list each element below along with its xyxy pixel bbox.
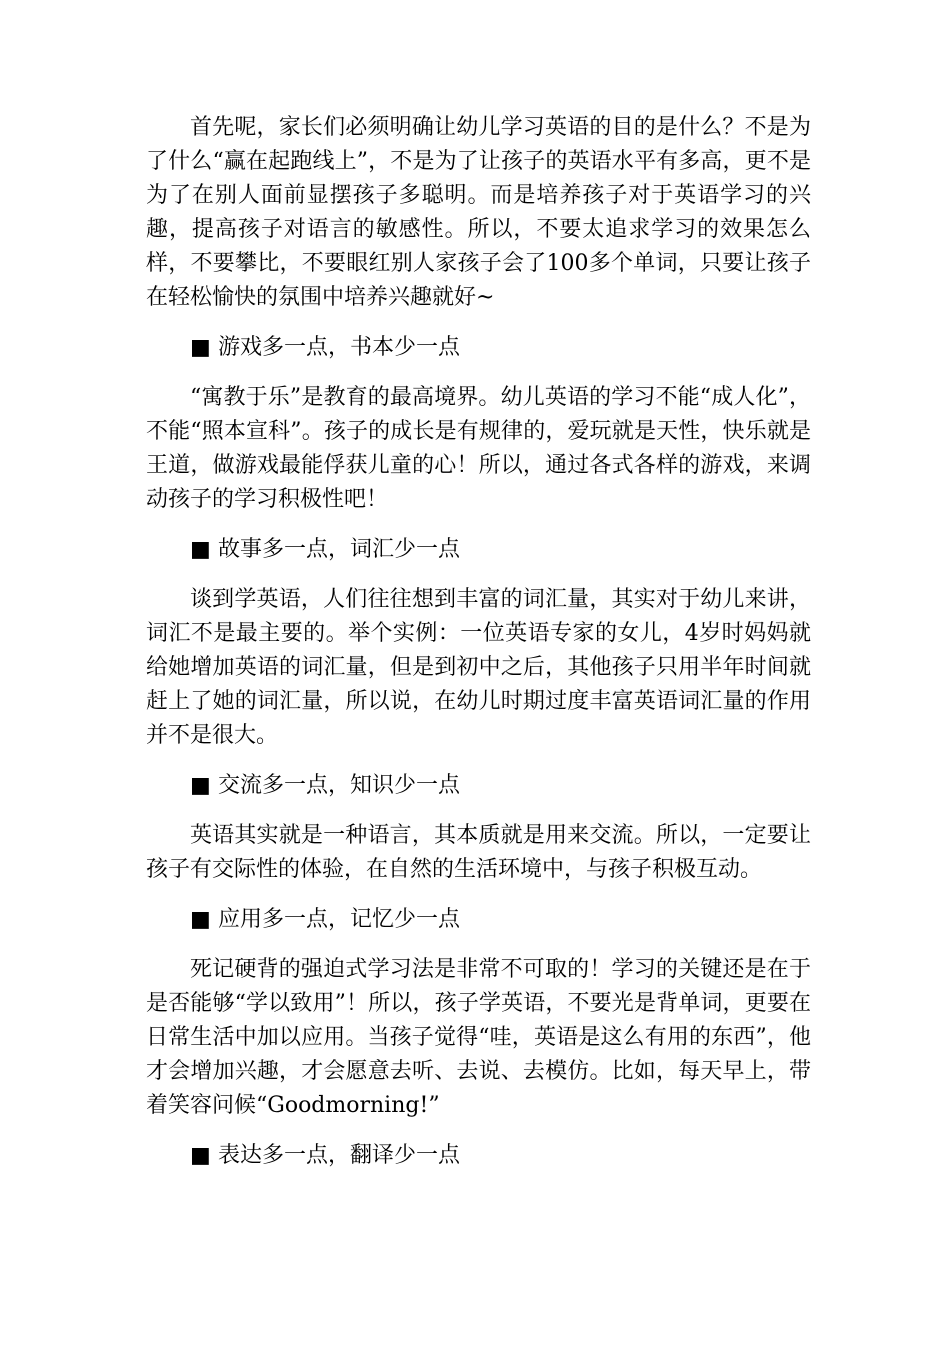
square-bullet-icon: ■: [190, 335, 211, 360]
section-body-application: 死记硬背的强迫式学习法是非常不可取的！学习的关键还是在于是否能够“学以致用”！所以，孩子学英语，不要光是背单词，更要在日常生活中加以应用。当孩子觉得“哇，英语是这么有用的东西”，他才会增加兴趣，才会愿意去听、去说、去模仿。比如，每天早上，带着笑容问候“Goodmorning!”: [146, 957, 811, 1118]
section-heading-expression: [146, 1139, 811, 1173]
section-heading-application: [146, 903, 811, 937]
spacer: [146, 803, 811, 819]
section-body-games: “寓教于乐”是教育的最高境界。幼儿英语的学习不能“成人化”，不能“照本宣科”。孩子的成长是有规律的，爱玩就是天性，快乐就是王道，做游戏最能俘获儿童的心！所以，通过各式各样的游戏，来调动孩子的学习积极性吧！: [146, 385, 811, 512]
section-heading-text: 游戏多一点，书本少一点: [218, 335, 461, 360]
section-body-communication: 英语其实就是一种语言，其本质就是用来交流。所以，一定要让孩子有交际性的体验，在自然的生活环境中，与孩子积极互动。: [146, 823, 811, 882]
document-page: [146, 111, 811, 1173]
spacer: [146, 887, 811, 903]
square-bullet-icon: ■: [190, 907, 211, 932]
section-heading-communication: [146, 769, 811, 803]
square-bullet-icon: ■: [190, 773, 211, 798]
intro-paragraph: 首先呢，家长们必须明确让幼儿学习英语的目的是什么？不是为了什么“赢在起跑线上”，不是为了让孩子的英语水平有多高，更不是为了在别人面前显摆孩子多聪明。而是培养孩子对于英语学习的兴趣，提高孩子对语言的敏感性。所以，不要太追求学习的效果怎么样，不要攀比，不要眼红别人家孩子会了100多个单词，只要让孩子在轻松愉快的氛围中培养兴趣就好~: [146, 115, 811, 310]
section-heading-stories: [146, 533, 811, 567]
spacer: [146, 365, 811, 381]
spacer: [146, 517, 811, 533]
section-heading-text: 交流多一点，知识少一点: [218, 773, 461, 798]
spacer: [146, 1123, 811, 1139]
section-heading-text: 故事多一点，词汇少一点: [218, 537, 461, 562]
section-heading-text: 应用多一点，记忆少一点: [218, 907, 461, 932]
square-bullet-icon: ■: [190, 1143, 211, 1168]
spacer: [146, 567, 811, 583]
spacer: [146, 315, 811, 331]
section-heading-text: 表达多一点，翻译少一点: [218, 1143, 461, 1168]
spacer: [146, 753, 811, 769]
section-body-stories: 谈到学英语，人们往往想到丰富的词汇量，其实对于幼儿来讲，词汇不是最主要的。举个实例：一位英语专家的女儿，4岁时妈妈就给她增加英语的词汇量，但是到初中之后，其他孩子只用半年时间就赶上了她的词汇量，所以说，在幼儿时期过度丰富英语词汇量的作用并不是很大。: [146, 587, 811, 748]
section-heading-games: [146, 331, 811, 365]
square-bullet-icon: ■: [190, 537, 211, 562]
spacer: [146, 937, 811, 953]
